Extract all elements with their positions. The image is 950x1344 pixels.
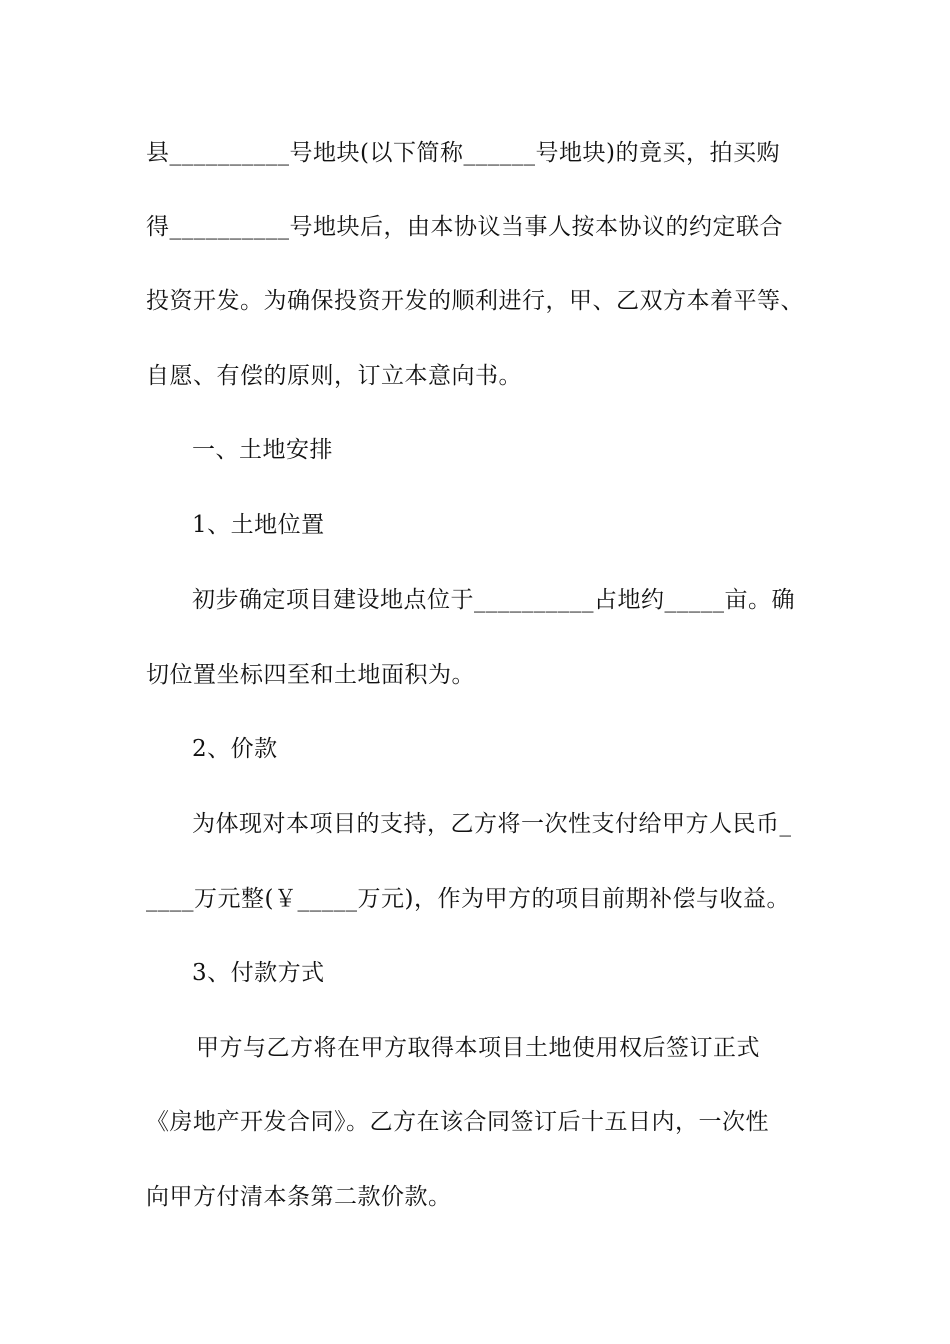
paragraph-line: 向甲方付清本条第二款价款。 <box>146 1184 452 1210</box>
paragraph-line: 为体现对本项目的支持，乙方将一次性支付给甲方人民币_ <box>192 811 792 837</box>
paragraph-line: 投资开发。为确保投资开发的顺利进行，甲、乙双方本着平等、 <box>146 288 804 314</box>
subsection-heading: 1、土地位置 <box>192 512 325 538</box>
subsection-heading: 2、价款 <box>192 736 278 762</box>
paragraph-line: 《房地产开发合同》。乙方在该合同签订后十五日内，一次性 <box>146 1109 769 1135</box>
paragraph-line: 初步确定项目建设地点位于__________占地约_____亩。确 <box>192 587 795 613</box>
paragraph-line: ____万元整(￥_____万元)，作为甲方的项目前期补偿与收益。 <box>146 886 790 912</box>
paragraph-line: 切位置坐标四至和土地面积为。 <box>146 662 475 688</box>
section-heading: 一、土地安排 <box>192 437 333 463</box>
paragraph-line: 自愿、有偿的原则，订立本意向书。 <box>146 363 522 389</box>
subsection-heading: 3、付款方式 <box>192 960 325 986</box>
paragraph-line: 甲方与乙方将在甲方取得本项目土地使用权后签订正式 <box>196 1035 760 1061</box>
paragraph-line: 县__________号地块(以下简称______号地块)的竟买，拍买购 <box>146 140 780 166</box>
paragraph-line: 得__________号地块后，由本协议当事人按本协议的约定联合 <box>146 214 783 240</box>
